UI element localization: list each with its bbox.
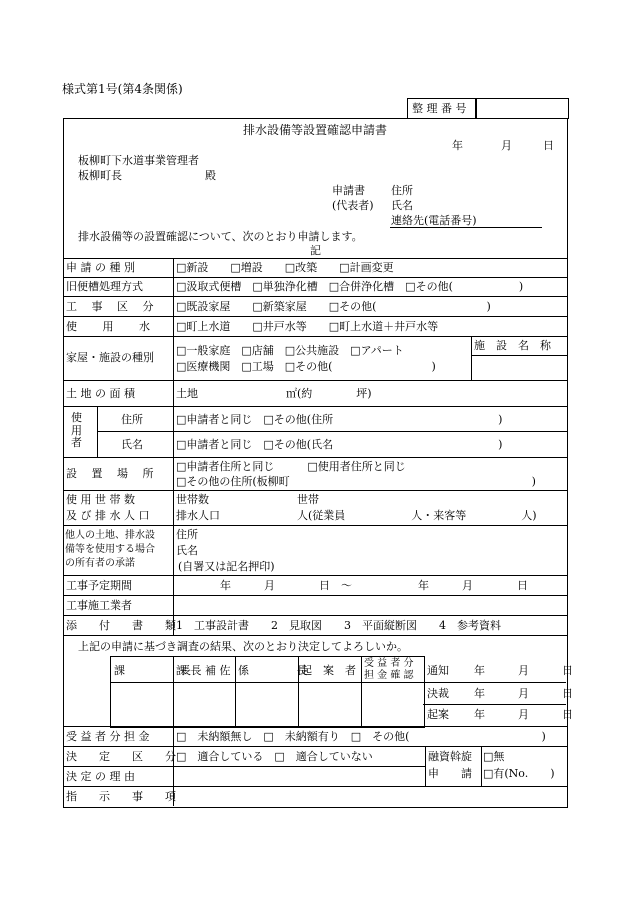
- benso-label: 旧便槽処理方式: [66, 280, 143, 293]
- row-line: [63, 380, 567, 381]
- setai-label-2: 及 び 排 水 人 口: [66, 509, 150, 522]
- tanin-value-3: (自署又は記名押印): [178, 560, 275, 573]
- applicant-rep: (代表者): [332, 199, 374, 212]
- jusho-label: 住所: [121, 413, 143, 426]
- label-col-line: [173, 258, 174, 635]
- shinsei-label: 申 請 の 種 別: [66, 261, 135, 274]
- approval-kahosa: 課 長 補 佐: [176, 664, 231, 677]
- yuushi-yes[interactable]: □有(No. ): [483, 767, 555, 780]
- jusho-value[interactable]: □申請者と同じ □その他(住所 ): [176, 413, 503, 426]
- tanin-label-1: 他人の土地、排水設: [65, 530, 155, 541]
- setai-value-1[interactable]: 世帯数 世帯: [176, 493, 319, 506]
- yuushi-no[interactable]: □無: [483, 750, 505, 763]
- applicant-address: 住所: [391, 184, 413, 197]
- form-title: 排水設備等設置確認申請書: [243, 123, 388, 137]
- row-line: [63, 457, 567, 458]
- kouji-label: 工 事 区 分: [66, 300, 154, 313]
- shinsei-options[interactable]: □新設 □増設 □改築 □計画変更: [176, 261, 394, 274]
- approval-kiansha: 起 案 者: [301, 664, 356, 677]
- basho-value-1[interactable]: □申請者住所と同じ □使用者住所と同じ: [176, 460, 406, 473]
- futan-value[interactable]: □ 未納額無し □ 未納額有り □ その他( ): [176, 730, 546, 743]
- row-line: [63, 726, 567, 727]
- tanin-label-3: の所有者の承諾: [65, 558, 135, 569]
- row-line: [63, 525, 567, 526]
- date-grid-line: [423, 682, 566, 683]
- shiyousha-label: 使用者: [71, 411, 82, 450]
- setai-label-1: 使 用 世 帯 数: [66, 493, 135, 506]
- facility-line: [471, 355, 567, 356]
- futan-label: 受 益 者 分 担 金: [66, 730, 150, 743]
- kian-date[interactable]: 年 月 日: [474, 708, 573, 721]
- shiji-label: 指 示 事 項: [66, 790, 176, 803]
- approval-jueki-2: 担 金 確 認: [364, 670, 414, 681]
- approval-ka: 課 長: [114, 664, 191, 677]
- user-col-line: [97, 406, 98, 457]
- approval-kakari: 係 長: [238, 664, 308, 677]
- row-line: [63, 316, 567, 317]
- yotei-label: 工事予定期間: [66, 579, 132, 592]
- yuushi-col-line: [425, 746, 426, 786]
- kessai-date[interactable]: 年 月 日: [474, 687, 573, 700]
- form-number: 様式第1号(第4条関係): [62, 82, 183, 96]
- applicant-label: 申請書: [332, 184, 365, 197]
- tochi-value[interactable]: 土地 ㎡(約 坪): [176, 387, 372, 400]
- addressee-2: 板柳町長: [78, 169, 122, 182]
- tanin-label-2: 備等を使用する場合: [65, 544, 155, 555]
- row-line: [63, 406, 567, 407]
- tochi-label: 土 地 の 面 積: [66, 387, 135, 400]
- tanin-value-1[interactable]: 住所: [176, 528, 198, 541]
- benso-options[interactable]: □汲取式便槽 □単独浄化槽 □合併浄化槽 □その他( ): [176, 280, 524, 293]
- approval-col-line: [235, 656, 236, 726]
- approval-line: [110, 682, 423, 683]
- facility-col-line: [471, 336, 472, 380]
- applicant-contact: 連絡先(電話番号): [391, 214, 477, 227]
- yotei-value[interactable]: 年 月 日 ～ 年 月 日: [176, 579, 528, 592]
- kaoku-options-2[interactable]: □医療機関 □工場 □その他( ): [176, 360, 436, 373]
- kettei-value[interactable]: □ 適合している □ 適合していない: [176, 750, 373, 763]
- basho-label: 設 置 場 所: [66, 467, 154, 480]
- kian-label: 起案: [427, 708, 449, 721]
- row-line: [63, 615, 567, 616]
- row-line: [63, 766, 425, 767]
- yuushi-label-1: 融資斡旋: [428, 750, 472, 763]
- setai-value-2[interactable]: 排水人口 人(従業員 人・来客等 人): [176, 509, 537, 522]
- kettei-label: 決 定 区 分: [66, 750, 176, 763]
- riyuu-label: 決 定 の 理 由: [66, 770, 135, 783]
- approval-col-line: [361, 656, 362, 726]
- tsuchi-label: 通知: [427, 664, 449, 677]
- basho-value-2[interactable]: □その他の住所(板柳町 ): [176, 475, 536, 488]
- shimei-label: 氏名: [121, 438, 143, 451]
- tenpu-label: 添 付 書 類: [66, 619, 176, 632]
- approval-jueki-1: 受 益 者 分: [364, 658, 414, 669]
- row-line: [63, 296, 567, 297]
- row-line: [63, 786, 567, 787]
- tsuchi-date[interactable]: 年 月 日: [474, 664, 573, 677]
- row-line: [63, 746, 567, 747]
- date-year: 年: [452, 139, 463, 152]
- row-line: [97, 431, 567, 432]
- row-line: [63, 258, 567, 259]
- yuushi-col-line: [481, 746, 482, 786]
- seiri-bangou-label: 整 理 番 号: [412, 102, 467, 115]
- shiyou-label: 使 用 水: [66, 320, 150, 333]
- shiyou-options[interactable]: □町上水道 □井戸水等 □町上水道＋井戸水等: [176, 320, 439, 333]
- applicant-name: 氏名: [391, 199, 413, 212]
- row-line: [63, 490, 567, 491]
- tanin-value-2[interactable]: 氏名: [176, 544, 198, 557]
- tenpu-value: 1 工事設計書 2 見取図 3 平面縦断図 4 参考資料: [176, 619, 501, 632]
- row-line: [63, 595, 567, 596]
- yuushi-label-2: 申 請: [428, 767, 472, 780]
- date-day: 日: [543, 139, 554, 152]
- kaoku-label: 家屋・施設の種別: [66, 351, 154, 364]
- kouji-options[interactable]: □既設家屋 □新築家屋 □その他( ): [176, 300, 491, 313]
- review-intro: 上記の申請に基づき調査の結果、次のとおり決定してよろしいか。: [78, 640, 408, 653]
- addressee-1: 板柳町下水道事業管理者: [78, 154, 199, 167]
- kessai-label: 決裁: [427, 687, 449, 700]
- addressee-dono: 殿: [205, 169, 216, 182]
- shisetsu-label: 施 設 名 称: [474, 339, 551, 352]
- shimei-value[interactable]: □申請者と同じ □その他(氏名 ): [176, 438, 503, 451]
- date-grid-line: [423, 704, 566, 705]
- row-line: [63, 277, 567, 278]
- row-line: [63, 575, 567, 576]
- sekou-label: 工事施工業者: [66, 599, 132, 612]
- row-line: [63, 635, 567, 636]
- intro-text: 排水設備等の設置確認について、次のとおり申請します。: [78, 230, 363, 243]
- ki-mark: 記: [310, 244, 321, 257]
- kaoku-options-1[interactable]: □一般家庭 □店舗 □公共施設 □アパート: [176, 344, 404, 357]
- seiri-bangou-field[interactable]: [475, 98, 569, 119]
- contact-underline: [390, 227, 542, 228]
- date-month: 月: [501, 139, 512, 152]
- row-line: [63, 336, 567, 337]
